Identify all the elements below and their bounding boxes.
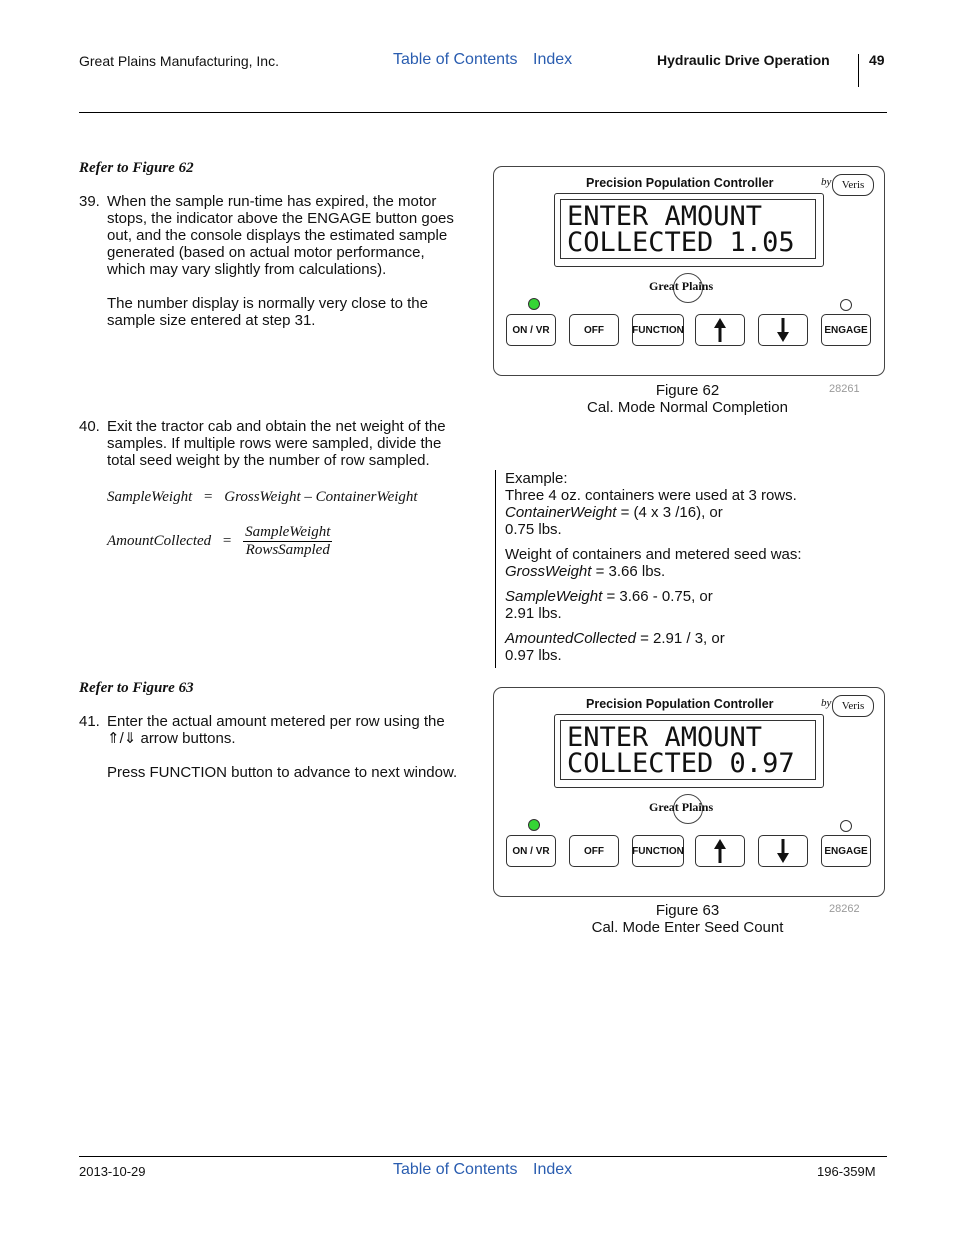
engage-indicator-led — [840, 820, 852, 832]
down-arrow-button[interactable] — [758, 314, 808, 346]
step-text-line: which may vary slightly from calculations). — [107, 261, 387, 278]
header-toc-link[interactable]: Table of Contents — [393, 51, 518, 68]
step-text-line: samples. If multiple rows were sampled, divide the — [107, 435, 442, 452]
step-note: Press FUNCTION button to advance to next window. — [107, 764, 458, 781]
by-label: by — [821, 176, 832, 188]
engage-indicator-led — [840, 299, 852, 311]
up-arrow-icon — [712, 838, 728, 864]
figure-63-caption — [560, 902, 815, 936]
step-text-line: generated (based on actual motor performance, — [107, 244, 425, 261]
header-company: Great Plains Manufacturing, Inc. — [79, 53, 279, 69]
figure-number: Figure 63 — [655, 902, 720, 919]
step-39 — [79, 193, 479, 333]
formula-equals: = — [222, 532, 232, 549]
refer-figure-63: Refer to Figure 63 — [79, 680, 194, 696]
header-section-title: Hydraulic Drive Operation — [657, 52, 830, 68]
example-line: AmountedCollected = 2.91 / 3, or — [505, 630, 725, 647]
figure-62-caption — [560, 382, 815, 416]
header-divider — [858, 54, 859, 87]
figure-number: Figure 62 — [655, 382, 720, 399]
lcd-bezel — [554, 714, 824, 788]
refer-figure-62: Refer to Figure 62 — [79, 160, 194, 176]
example-heading: Example: — [505, 470, 568, 487]
example-box — [505, 470, 885, 672]
down-arrow-button[interactable] — [758, 835, 808, 867]
lcd-display — [560, 720, 816, 780]
on-vr-button[interactable]: ON / VR — [506, 314, 556, 346]
lcd-line-2: COLLECTED 0.97 — [567, 748, 795, 779]
example-line: 2.91 lbs. — [505, 605, 562, 622]
controller-panel-figure-62 — [493, 166, 885, 376]
footer-rule — [79, 1156, 887, 1157]
step-number: 39. — [79, 193, 100, 210]
lcd-line-2: COLLECTED 1.05 — [567, 227, 795, 258]
step-text-line: Exit the tractor cab and obtain the net weight of the — [107, 418, 446, 435]
on-indicator-led — [528, 298, 540, 310]
formula-lhs: AmountCollected — [107, 532, 212, 549]
veris-logo: Veris — [832, 174, 874, 196]
formula-numerator: SampleWeight — [245, 524, 331, 540]
function-button[interactable]: FUNCTION — [632, 314, 684, 346]
step-text-line: out, and the console displays the estimated sample — [107, 227, 448, 244]
great-plains-logo: Great Plains — [649, 800, 713, 815]
example-line: ContainerWeight = (4 x 3 /16), or — [505, 504, 723, 521]
up-arrow-button[interactable] — [695, 314, 745, 346]
example-sidebar-rule — [495, 470, 496, 668]
formula-fraction — [243, 524, 332, 559]
figure-63-image-id: 28262 — [829, 903, 860, 915]
formula-rhs: GrossWeight – ContainerWeight — [224, 489, 418, 505]
step-41 — [79, 713, 489, 788]
controller-title: Precision Population Controller — [586, 697, 774, 711]
down-arrow-icon — [775, 317, 791, 343]
example-line: 0.75 lbs. — [505, 521, 562, 538]
formula-denominator: RowsSampled — [245, 542, 330, 558]
down-arrow-icon — [775, 838, 791, 864]
lcd-display — [560, 199, 816, 259]
step-text-line: ⇑/⇓ arrow buttons. — [107, 730, 236, 747]
off-button[interactable]: OFF — [569, 835, 619, 867]
figure-62-image-id: 28261 — [829, 383, 860, 395]
example-line: SampleWeight = 3.66 - 0.75, or — [505, 588, 713, 605]
formula-equals: = — [204, 489, 213, 505]
lcd-line-1: ENTER AMOUNT — [567, 722, 763, 753]
step-note-line: sample size entered at step 31. — [107, 312, 316, 329]
controller-title: Precision Population Controller — [586, 176, 774, 190]
figure-title: Cal. Mode Normal Completion — [587, 399, 788, 416]
footer-toc-link[interactable]: Table of Contents — [393, 1161, 518, 1178]
example-line: GrossWeight = 3.66 lbs. — [505, 563, 666, 580]
veris-logo: Veris — [832, 695, 874, 717]
off-button[interactable]: OFF — [569, 314, 619, 346]
example-line: 0.97 lbs. — [505, 647, 562, 664]
figure-title: Cal. Mode Enter Seed Count — [591, 919, 784, 936]
page-number: 49 — [869, 52, 885, 68]
great-plains-logo: Great Plains — [649, 279, 713, 294]
step-number: 40. — [79, 418, 100, 435]
by-label: by — [821, 697, 832, 709]
step-text-line: total seed weight by the number of row sampled. — [107, 452, 430, 469]
example-line: Weight of containers and metered seed was: — [505, 546, 802, 563]
formula-lhs: SampleWeight — [107, 489, 193, 505]
lcd-bezel — [554, 193, 824, 267]
engage-button[interactable]: ENGAGE — [821, 835, 871, 867]
footer-doc-number: 196-359M — [817, 1164, 876, 1179]
header-index-link[interactable]: Index — [533, 51, 573, 68]
formula-amount-collected — [107, 524, 332, 559]
engage-button[interactable]: ENGAGE — [821, 314, 871, 346]
up-arrow-icon — [712, 317, 728, 343]
controller-panel-figure-63 — [493, 687, 885, 897]
up-arrow-button[interactable] — [695, 835, 745, 867]
on-indicator-led — [528, 819, 540, 831]
step-note-line: The number display is normally very close to the — [107, 295, 428, 312]
step-text-line: stops, the indicator above the ENGAGE button goes — [107, 210, 454, 227]
step-number: 41. — [79, 713, 100, 730]
step-40 — [79, 418, 479, 473]
footer-index-link[interactable]: Index — [533, 1161, 573, 1178]
function-button[interactable]: FUNCTION — [632, 835, 684, 867]
example-line: Three 4 oz. containers were used at 3 rows. — [505, 487, 797, 504]
footer-date: 2013-10-29 — [79, 1164, 146, 1179]
formula-sample-weight — [107, 489, 418, 506]
on-vr-button[interactable]: ON / VR — [506, 835, 556, 867]
header-rule — [79, 112, 887, 113]
lcd-line-1: ENTER AMOUNT — [567, 201, 763, 232]
step-text-line: Enter the actual amount metered per row using the — [107, 713, 445, 730]
step-text-line: When the sample run-time has expired, the motor — [107, 193, 437, 210]
